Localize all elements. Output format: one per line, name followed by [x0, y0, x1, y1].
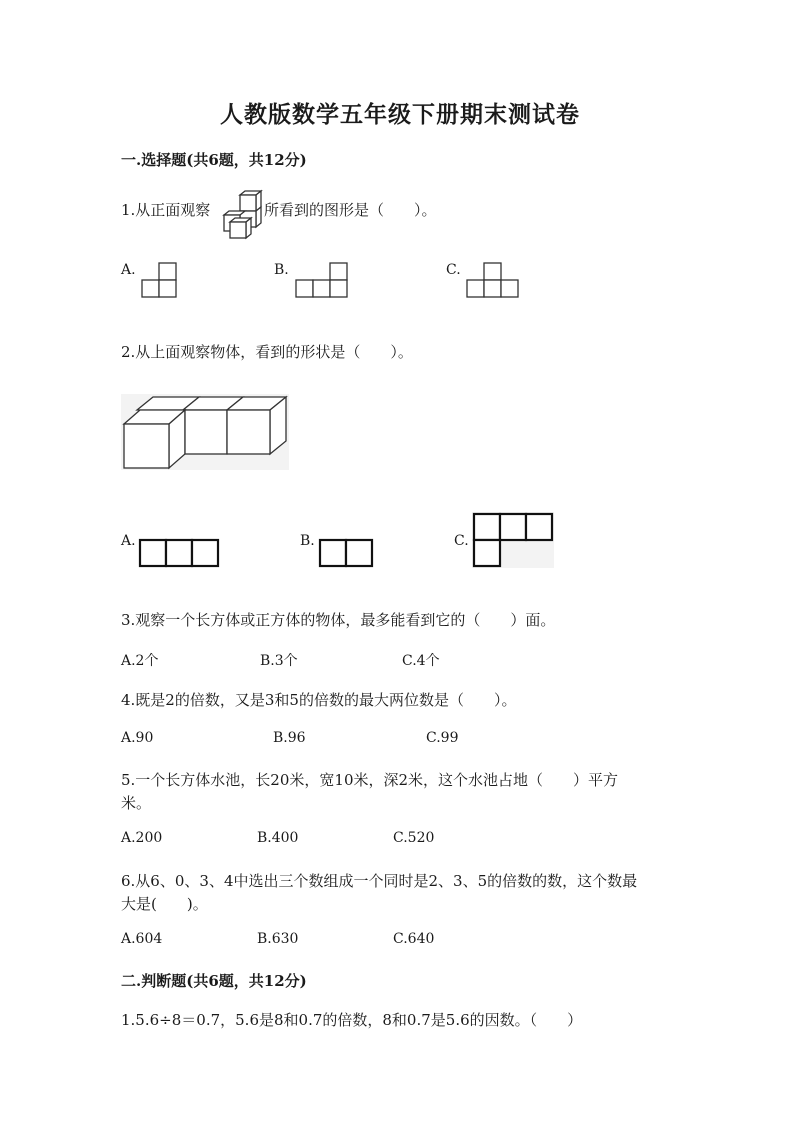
question-1-option-c-figure: [466, 262, 521, 298]
question-6-option-b[interactable]: B.630: [257, 931, 299, 947]
question-2-option-a-label[interactable]: A.: [121, 533, 136, 549]
question-2-option-c-label[interactable]: C.: [454, 533, 469, 549]
question-4-option-c[interactable]: C.99: [426, 730, 459, 746]
question-5-stem-line-1: 5.一个长方体水池，长20米，宽10米，深2米，这个水池占地（ ）平方: [121, 771, 619, 789]
question-1-option-c-label[interactable]: C.: [446, 262, 461, 278]
question-1-option-a-label[interactable]: A.: [121, 262, 136, 278]
question-6-stem-line-1: 6.从6、0、3、4中选出三个数组成一个同时是2、3、5的倍数的数，这个数最: [121, 872, 638, 890]
question-3-option-c[interactable]: C.4个: [402, 653, 440, 669]
question-1-option-b-figure: [295, 262, 350, 298]
question-4-stem: 4.既是2的倍数，又是3和5的倍数的最大两位数是（ ）。: [121, 691, 517, 709]
question-2-option-a-figure: [139, 539, 219, 569]
question-1-prefix: 1.从正面观察: [121, 201, 211, 219]
question-5-option-b[interactable]: B.400: [257, 830, 299, 846]
question-1-solid-figure: [220, 190, 264, 240]
question-1-option-a-figure: [141, 262, 179, 298]
question-6-option-a[interactable]: A.604: [121, 931, 163, 947]
question-2-option-b-figure: [319, 539, 375, 569]
question-2-option-b-label[interactable]: B.: [300, 533, 315, 549]
question-3-option-a[interactable]: A.2个: [121, 653, 159, 669]
question-6-stem-line-2: 大是( )。: [121, 895, 208, 913]
question-2-stem: 2.从上面观察物体，看到的形状是（ ）。: [121, 343, 413, 361]
question-1-option-b-label[interactable]: B.: [274, 262, 289, 278]
question-5-option-c[interactable]: C.520: [393, 830, 435, 846]
judgment-1-stem: 1.5.6÷8＝0.7，5.6是8和0.7的倍数，8和0.7是5.6的因数。（ ）: [121, 1011, 583, 1029]
section-heading-judgment: 二.判断题(共6题，共12分): [121, 972, 307, 990]
question-5-option-a[interactable]: A.200: [121, 830, 163, 846]
question-2-solid-figure: [121, 394, 289, 470]
question-1-suffix: 所看到的图形是（ ）。: [264, 201, 437, 219]
question-4-option-a[interactable]: A.90: [121, 730, 154, 746]
question-3-option-b[interactable]: B.3个: [260, 653, 298, 669]
question-6-option-c[interactable]: C.640: [393, 931, 435, 947]
question-4-option-b[interactable]: B.96: [273, 730, 306, 746]
question-5-stem-line-2: 米。: [121, 794, 152, 812]
page-title: 人教版数学五年级下册期末测试卷: [220, 101, 580, 128]
section-heading-choice: 一.选择题(共6题，共12分): [121, 151, 307, 169]
question-2-option-c-figure: [472, 512, 554, 570]
question-3-stem: 3.观察一个长方体或正方体的物体，最多能看到它的（ ）面。: [121, 611, 556, 629]
